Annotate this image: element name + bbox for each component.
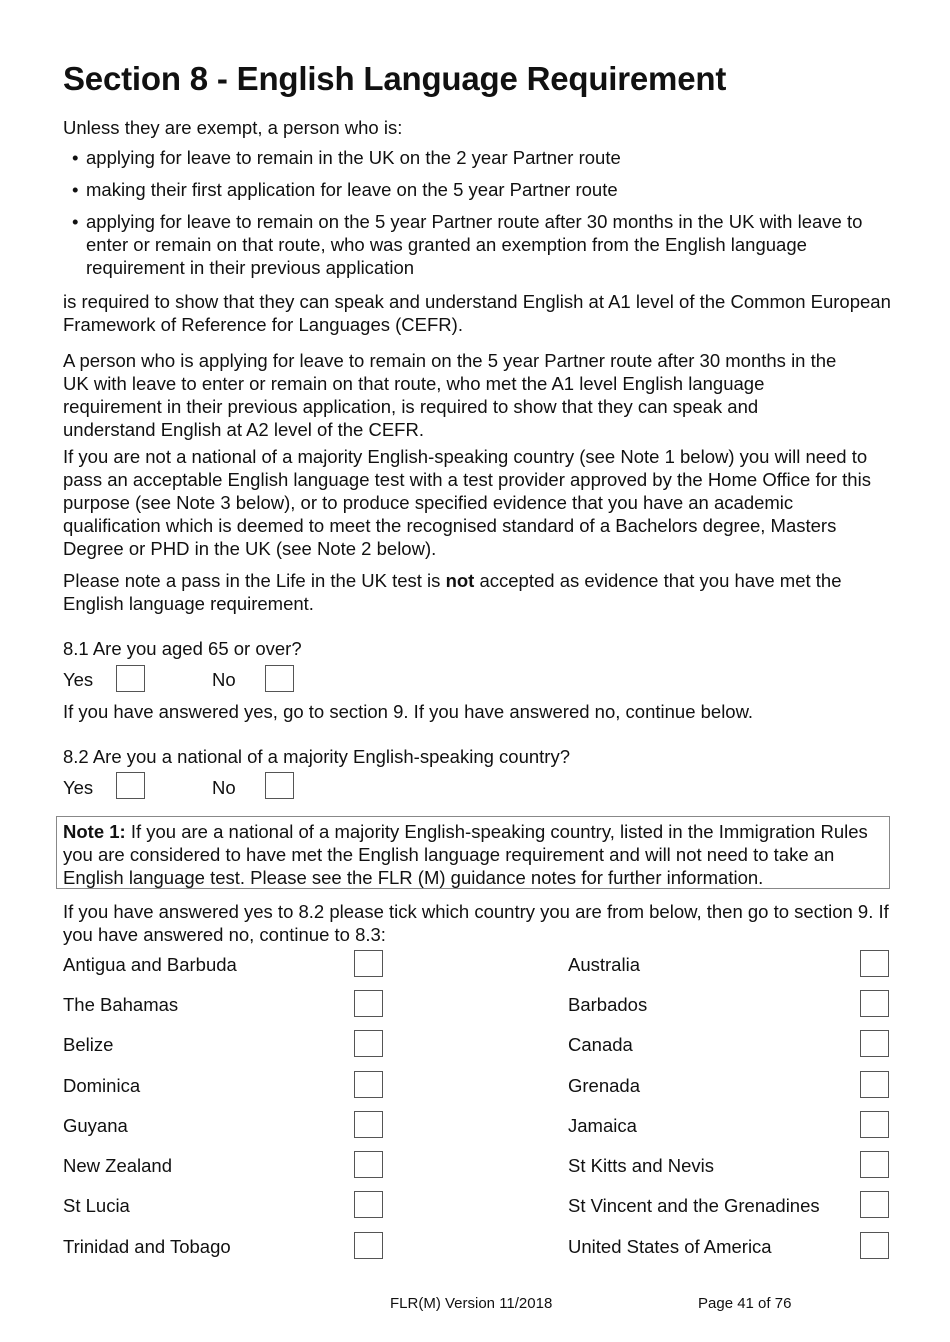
country-label-right: Canada [568,1034,633,1055]
country-instruction: If you have answered yes to 8.2 please tick which country you are from below, then go to section 9. If you have answered no, continue to 8.3: [63,901,889,945]
country-checkbox-grenada[interactable] [860,1071,889,1098]
list-item: • making their first application for leave on the 5 year Partner route [63,178,893,201]
q82-yes-label: Yes [63,777,94,798]
requirement-list [63,146,893,288]
q82-yes-checkbox[interactable] [116,772,145,799]
life-in-uk-text-before: Please note a pass in the Life in the UK test is [63,570,446,591]
q81-no-checkbox[interactable] [265,665,294,692]
q81-no-label: No [212,669,236,690]
note-1-box [56,816,890,889]
country-checkbox-st-kitts[interactable] [860,1151,889,1178]
list-item: • applying for leave to remain on the 5 year Partner route after 30 months in the UK with leave to enter or remain on that route, who was granted an exemption from the English language requirement in their previous application [63,210,893,279]
country-label-left: Antigua and Barbuda [63,954,237,975]
test-paragraph: If you are not a national of a majority English-speaking country (see Note 1 below) you will need to pass an acceptable English language test with a test provider approved by the Home Office for this purpose (see Note 3 below), or to produce specified evidence that you have an academic qualification which is deemed to meet the recognised standard of a Bachelors degree, Masters Degree or PHD in the UK (see Note 2 below). [63,446,871,559]
life-in-uk-paragraph [63,569,893,615]
country-label-left: New Zealand [63,1155,173,1176]
country-checkbox-canada[interactable] [860,1030,889,1057]
question-8-2: 8.2 Are you a national of a majority English-speaking country? [63,746,570,767]
country-label-right: St Vincent and the Grenadines [568,1195,820,1216]
country-label-left: St Lucia [63,1195,130,1216]
q82-no-label: No [212,777,236,798]
country-label-left: The Bahamas [63,994,179,1015]
country-checkbox-jamaica[interactable] [860,1111,889,1138]
country-checkbox-trinidad[interactable] [354,1232,383,1259]
country-checkbox-belize[interactable] [354,1030,383,1057]
cefr-paragraph: is required to show that they can speak and understand English at A1 level of the Common European Framework of Reference for Languages (CEFR). [63,291,891,335]
section-title: Section 8 - English Language Requirement [63,60,727,97]
country-label-left: Belize [63,1034,114,1055]
country-label-left: Dominica [63,1075,141,1096]
country-checkbox-st-lucia[interactable] [354,1191,383,1218]
note-1-label: Note 1: [63,821,126,842]
footer-version: FLR(M) Version 11/2018 [390,1295,553,1312]
footer-page-number: Page 41 of 76 [698,1295,792,1312]
country-checkbox-st-vincent[interactable] [860,1191,889,1218]
q81-yes-checkbox[interactable] [116,665,145,692]
country-checkbox-bahamas[interactable] [354,990,383,1017]
country-label-left: Trinidad and Tobago [63,1236,231,1257]
q82-no-checkbox[interactable] [265,772,294,799]
country-checkbox-usa[interactable] [860,1232,889,1259]
country-label-left: Guyana [63,1115,128,1136]
intro-text: Unless they are exempt, a person who is: [63,117,403,138]
country-label-right: United States of America [568,1236,772,1257]
note-1-text: If you are a national of a majority English-speaking country, listed in the Immigration Rules you are considered to have met the English language requirement and will not need to take an English language test. Please see the FLR (M) guidance notes for further information. [63,821,868,888]
life-in-uk-text-after: accepted as evidence that you have met the English language requirement. [63,570,842,614]
q81-yes-label: Yes [63,669,94,690]
country-label-right: Grenada [568,1075,640,1096]
life-in-uk-text-bold: not [445,570,475,591]
question-8-1: 8.1 Are you aged 65 or over? [63,638,302,659]
country-label-right: Australia [568,954,640,975]
country-checkbox-new-zealand[interactable] [354,1151,383,1178]
country-checkbox-antigua[interactable] [354,950,383,977]
list-item: • applying for leave to remain in the UK on the 2 year Partner route [63,146,893,169]
q81-instruction: If you have answered yes, go to section 9. If you have answered no, continue below. [63,701,754,722]
country-checkbox-dominica[interactable] [354,1071,383,1098]
country-checkbox-barbados[interactable] [860,990,889,1017]
country-label-right: Barbados [568,994,648,1015]
country-label-right: St Kitts and Nevis [568,1155,715,1176]
country-checkbox-guyana[interactable] [354,1111,383,1138]
country-checkbox-australia[interactable] [860,950,889,977]
a2-paragraph: A person who is applying for leave to remain on the 5 year Partner route after 30 months in the UK with leave to enter or remain on that route, who met the A1 level English language requirement in their previous application, is required to show that they can speak and understand English at A2 level of the CEFR. [63,350,837,440]
country-label-right: Jamaica [568,1115,637,1136]
